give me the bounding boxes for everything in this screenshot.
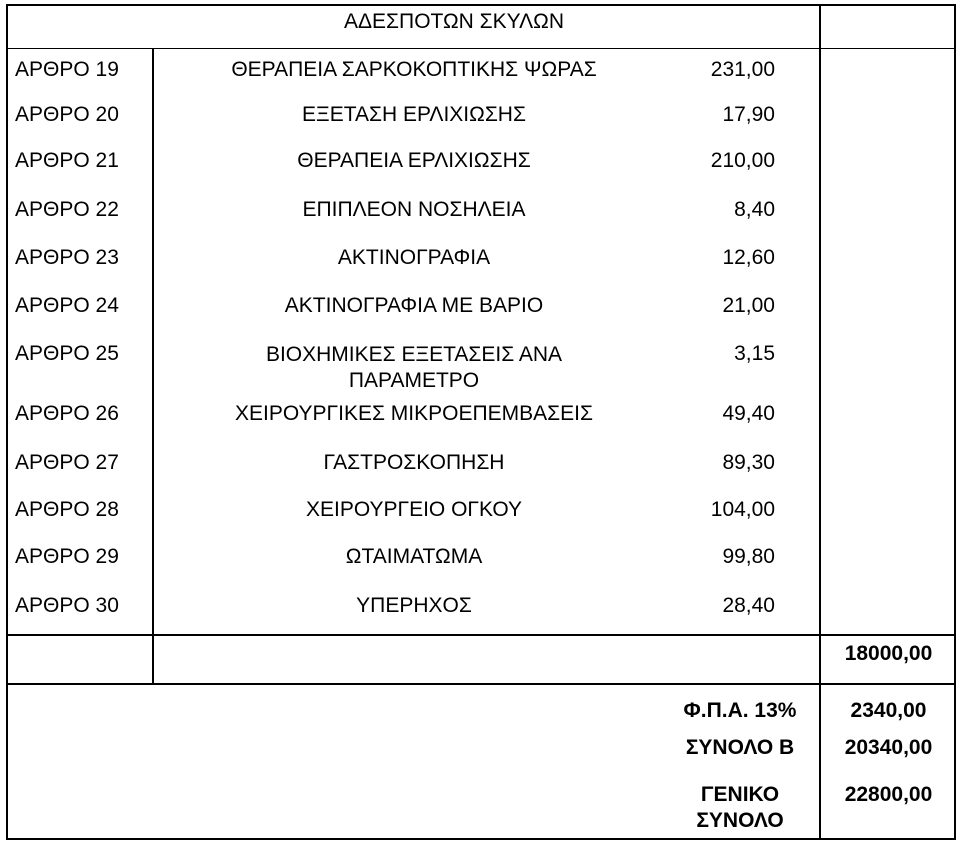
- article-label: ΑΡΘΡΟ 19: [15, 58, 119, 81]
- item-description: ΧΕΙΡΟΥΡΓΕΙΟ ΟΓΚΟΥ: [305, 498, 523, 521]
- grand-total-label: ΓΕΝΙΚΟ ΣΥΝΟΛΟ: [696, 783, 784, 832]
- article-label: ΑΡΘΡΟ 26: [15, 402, 119, 425]
- item-description: ΩΤΑΙΜΑΤΩΜΑ: [345, 545, 483, 568]
- article-label: ΑΡΘΡΟ 28: [15, 498, 119, 521]
- total-b-label: ΣΥΝΟΛΟ Β: [685, 736, 795, 759]
- grand-total-value: 22800,00: [844, 783, 933, 806]
- vat-value: 2340,00: [850, 699, 927, 722]
- item-price: 99,80: [722, 545, 775, 568]
- item-price: 8,40: [734, 198, 775, 221]
- item-price: 104,00: [710, 498, 775, 521]
- item-price: 21,00: [722, 294, 775, 317]
- item-price: 3,15: [734, 342, 775, 365]
- item-description: ΕΞΕΤΑΣΗ ΕΡΛΙΧΙΩΣΗΣ: [302, 103, 526, 126]
- item-description: ΘΕΡΑΠΕΙΑ ΣΑΡΚΟΚΟΠΤΙΚΗΣ ΨΩΡΑΣ: [231, 58, 597, 81]
- article-label: ΑΡΘΡΟ 30: [15, 594, 119, 617]
- article-label: ΑΡΘΡΟ 22: [15, 198, 119, 221]
- item-description: ΑΚΤΙΝΟΓΡΑΦΙΑ: [337, 246, 491, 269]
- article-label: ΑΡΘΡΟ 29: [15, 545, 119, 568]
- article-label: ΑΡΘΡΟ 27: [15, 451, 119, 474]
- article-column-divider: [152, 48, 154, 684]
- item-price: 210,00: [710, 149, 775, 172]
- total-b-value: 20340,00: [844, 736, 933, 759]
- item-price: 12,60: [722, 246, 775, 269]
- table-left-border: [6, 4, 8, 840]
- item-price: 28,40: [722, 594, 775, 617]
- article-label: ΑΡΘΡΟ 21: [15, 149, 119, 172]
- item-description: ΧΕΙΡΟΥΡΓΙΚΕΣ ΜΙΚΡΟΕΠΕΜΒΑΣΕΙΣ: [235, 402, 593, 425]
- item-description: ΒΙΟΧΗΜΙΚΕΣ ΕΞΕΤΑΣΕΙΣ ΑΝΑ ΠΑΡΑΜΕΤΡΟ: [265, 343, 563, 392]
- item-description: ΥΠΕΡΗΧΟΣ: [356, 594, 472, 617]
- item-price: 17,90: [722, 103, 775, 126]
- item-description: ΕΠΙΠΛΕΟΝ ΝΟΣΗΛΕΙΑ: [302, 198, 526, 221]
- subtotal-bottom-border: [6, 683, 956, 685]
- header-bottom-border: [6, 48, 956, 49]
- item-description: ΘΕΡΑΠΕΙΑ ΕΡΛΙΧΙΩΣΗΣ: [297, 149, 531, 172]
- item-price: 49,40: [722, 402, 775, 425]
- item-price: 89,30: [722, 451, 775, 474]
- item-description: ΑΚΤΙΝΟΓΡΑΦΙΑ ΜΕ ΒΑΡΙΟ: [284, 294, 544, 317]
- table-header-title: ΑΔΕΣΠΟΤΩΝ ΣΚΥΛΩΝ: [344, 10, 564, 33]
- table-bottom-border: [6, 838, 956, 840]
- table-top-border: [6, 4, 956, 6]
- subtotal-value: 18000,00: [844, 642, 933, 665]
- article-label: ΑΡΘΡΟ 20: [15, 103, 119, 126]
- subtotal-top-border: [6, 634, 956, 636]
- article-label: ΑΡΘΡΟ 23: [15, 246, 119, 269]
- item-description: ΓΑΣΤΡΟΣΚΟΠΗΣΗ: [323, 451, 505, 474]
- article-label: ΑΡΘΡΟ 24: [15, 294, 119, 317]
- article-label: ΑΡΘΡΟ 25: [15, 342, 119, 365]
- vat-label: Φ.Π.Α. 13%: [683, 699, 797, 722]
- item-price: 231,00: [710, 58, 775, 81]
